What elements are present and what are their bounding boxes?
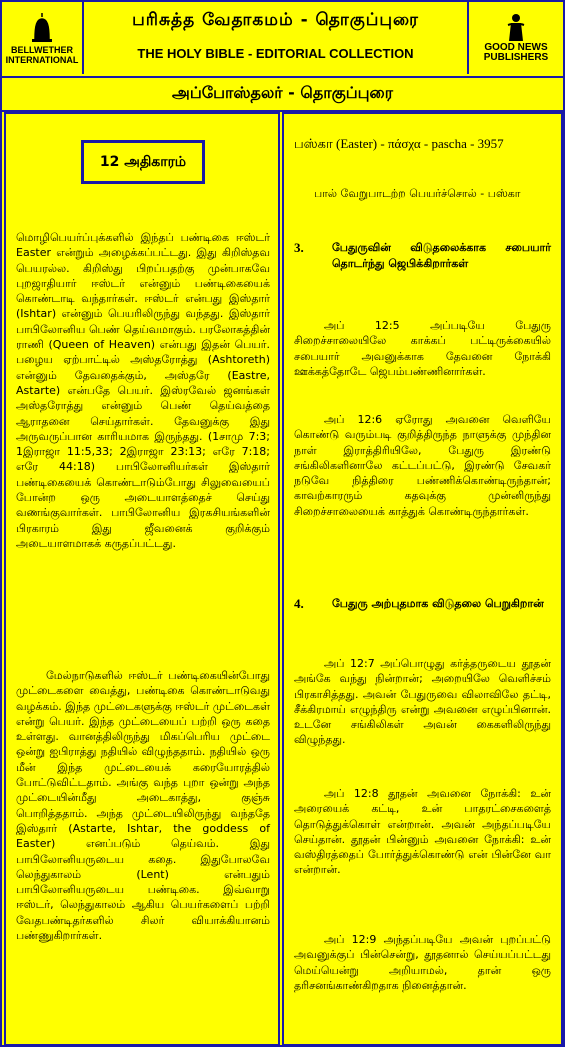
section-4-heading [294,596,551,632]
left-column [4,112,280,1046]
right-logo-line1: GOOD NEWS [484,42,548,53]
left-paragraph-2: மேல்நாடுகளில் ஈஸ்டர் பண்டிகையின்போது முட்டைகளை வைத்து, பண்டிகை கொண்டாடுவது வழக்கம். இந்த முட்டைகளுக்கு ஈஸ்டர் முட்டைகள் என்று பெயர். இந்த முட்டையைப் பற்றி ஒரு கதை உள்ளது. வானத்திலிருந்து மிகப்பெரிய முட்டை ஒன்று ஐபிராத்து நதியில் விழுந்ததாம். நதியில் ஒரு மீன் இந்த முட்டையைக் கரையோரத்தில் போட்டுவிட்டதாம். அங்கு வந்த புறா ஒன்று அந்த முட்டையின்மீது அடைகாத்து, குஞ்சு பொறித்ததாம். அந்த முட்டையிலிருந்து வந்ததே இஸ்தார் (Astarte, Ishtar, the goddess of Easter) எனப்படும் தெய்வம். இது பாபிலோனியருடைய கதை. இதுபோலவே லெந்துகாலம் (Lent) என்பதும் பாபிலோனியருடைய பண்டிகை. இவ்வாறு ஈஸ்டர், லெந்துகாலம் ஆகிய பெயர்களைப் பற்றி வேதபண்டிதர்களில் சிலர் வியாக்கியானம் பண்ணுகிறார்கள். [16,669,270,943]
left-logo-line2: INTERNATIONAL [5,55,79,65]
pascha-line [294,136,551,152]
title-block [84,2,467,74]
chapter-label: 12 அதிகாரம் [81,140,205,184]
section-4-number: 4. [294,596,304,611]
title-english: THE HOLY BIBLE - EDITORIAL COLLECTION [137,46,414,61]
bellwether-logo [2,2,84,74]
left-logo-line1: BELLWETHER [11,45,73,55]
header [2,2,563,76]
section-3-number: 3. [294,240,304,255]
right-column [282,112,563,1046]
verse-12-8: அப் 12:8 தூதன் அவனை நோக்கி: உன் அரையைக் கட்டி, உன் பாதரட்சைகளைத் தொடுத்துக்கொள் என்றான். அவன் அந்தப்படியே செய்தான். தூதன் பின்னும் அவனை நோக்கி: உன் வஸ்திரத்தைப் போர்த்துக்கொண்டு என் பின்னே வா என்றான். [294,787,551,877]
verse-12-7: அப் 12:7 அப்பொழுது கர்த்தருடைய தூதன் அங்கே வந்து நின்றான்; அறையிலே வெளிச்சம் பிரகாசித்தது. அவன் பேதுருவை விலாவிலே தட்டி, சீக்கிரமாய் எழுந்திரு என்று அவனை எழுப்பினான். உடனே சங்கிலிகள் அவன் கைகளிலிருந்து விழுந்தது. [294,657,551,747]
verse-12-5: அப் 12:5 அப்படியே பேதுரு சிறைச்சாலையிலே காக்கப் பட்டிருக்கையில் சபையார் அவனுக்காக தேவனை நோக்கி ஊக்கத்தோடே ஜெபம்பண்ணினார்கள். [294,319,551,378]
person-icon [505,13,527,43]
pascha-text: பஸ்கா (Easter) - πάσχα - pascha - 3957 [294,136,504,151]
section-4-title: பேதுரு அற்புதமாக விடுதலை பெறுகிறான் [332,597,544,610]
title-tamil: பரிசுத்த வேதாகமம் - தொகுப்புரை [132,10,419,30]
left-paragraph-1: மொழிபெயர்ப்புக்களில் இந்தப் பண்டிகை ஈஸ்டர் Easter என்றும் அழைக்கப்பட்டது. இது கிறிஸ்தவ பெயரல்ல. கிறிஸ்து பிறப்பதற்கு முன்பாகவே புறஜாதியார் ஈஸ்டர் என்னும் பண்டிகையைக் கொண்டாடி வந்தார்கள். ஈஸ்டர் என்பது இஸ்தார் (Ishtar) என்னும் பெயரிலிருந்து வந்தது. இஸ்தார் பாபிலோனிய பெண் தெய்வமாகும். பரலோகத்தின் ராணி (Queen of Heaven) என்பது இதன் பெயர். பழைய ஏற்பாட்டில் அஸ்தரோத்து (Ashtoreth) என்னும் தேவதைக்கும், அஸ்தரே (Eastre, Astarte) என்பதே பெயர். இஸ்ரவேல் ஜனங்கள் அஸ்தரோத்து என்னும் பெண் தெய்வத்தை ஆராதனை செய்தார்கள். தேவனுக்கு இது அருவருப்பான காரியமாக இருந்தது. (1சாமு 7:3; 1இராஜா 11:5,33; 2இராஜா 23:13; எரே 7:18; எரே 44:18) பாபிலோனியர்கள் இஸ்தார் பண்டிகையைக் கொண்டாடும்போது சிலுவையைப் போன்ற ஒரு அடையாளத்தைச் செய்து வணங்குவார்கள். பாபிலோனிய இரகசியங்களின் பிரகாரம் இது ஜீவனைக் குறிக்கும் அடையாளமாகக் கருதப்பட்டது. [16,231,270,550]
verse-12-9: அப் 12:9 அந்தப்படியே அவன் புறப்பட்டு அவனுக்குப் பின்சென்று, தூதனால் செய்யப்பட்டது மெய்யென்று அறியாமல், தான் ஒரு தரிசனங்காண்கிறதாக நினைத்தான். [294,933,551,992]
pascha-note: பால் வேறுபாடற்ற பெயர்ச்சொல் - பஸ்கா [314,187,521,200]
good-news-logo [467,2,563,74]
section-3-heading [294,240,551,288]
bell-icon [27,11,57,45]
verse-12-6: அப் 12:6 ஏரோது அவனை வெளியே கொண்டு வரும்படி குறித்திருந்த நாளுக்கு முந்தின நாள் இராத்திரியிலே, பேதுரு இரண்டு சங்கிலிகளினாலே கட்டப்பட்டு, இரண்டு சேவகர் நடுவே நித்திரை பண்ணிக்கொண்டிருந்தான்; காவற்காரரும் கதவுக்கு முன்னிருந்து சிறைச்சாலையைக் காத்துக் கொண்டிருந்தார்கள். [294,413,551,518]
section-band-title: அப்போஸ்தலர் - தொகுப்புரை [2,76,563,112]
right-logo-line2: PUBLISHERS [483,52,549,63]
section-3-title: பேதுருவின் விடுதலைக்காக சபையார் தொடர்ந்து ஜெபிக்கிறார்கள் [332,241,551,270]
